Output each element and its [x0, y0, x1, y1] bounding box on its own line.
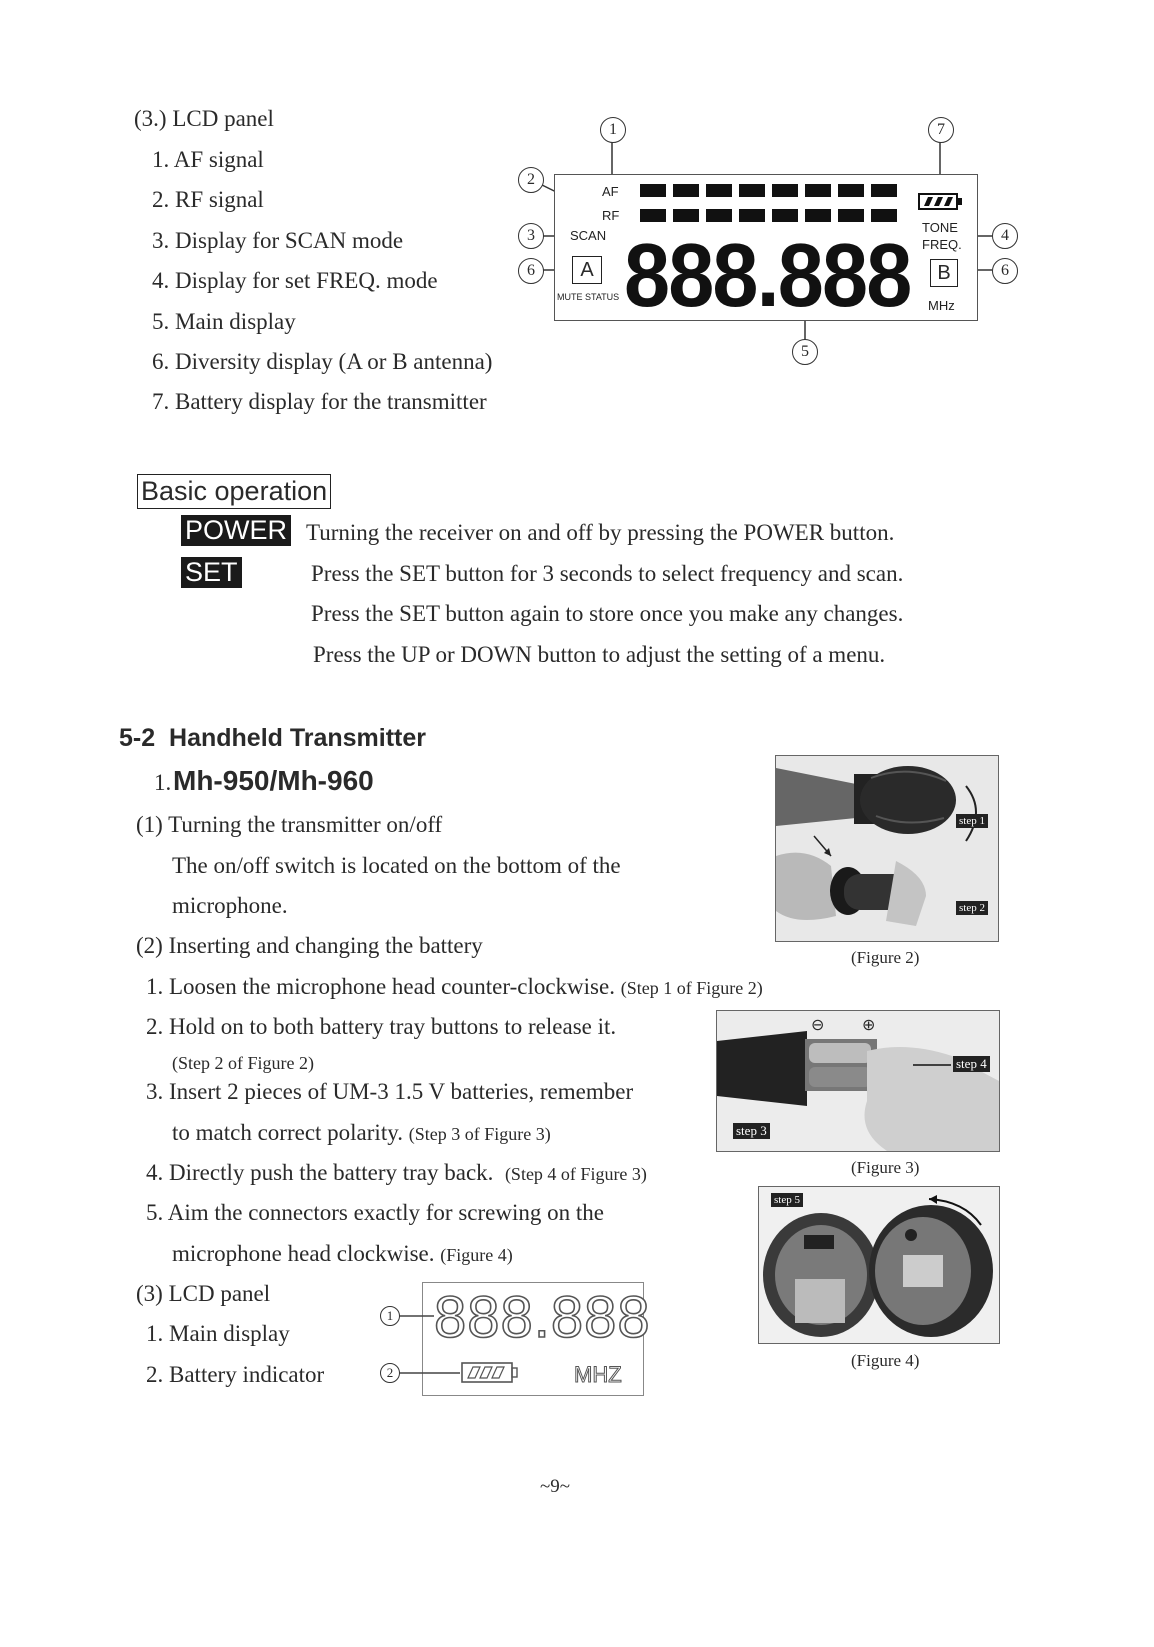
basic-operation-title: Basic operation [137, 474, 331, 509]
paragraph-heading: (1) Turning the transmitter on/off [136, 812, 443, 837]
callout-4: 4 [992, 223, 1018, 249]
paragraph-line: 2. Battery indicator [146, 1362, 325, 1387]
main-display-digits: 888.888 [624, 226, 911, 326]
mhz-label: MHz [928, 298, 955, 313]
lcd-item: 4. Display for set FREQ. mode [152, 268, 438, 293]
paragraph-heading: (2) Inserting and changing the battery [136, 933, 483, 958]
antenna-b-indicator: B [930, 259, 958, 287]
figure-4-photo [758, 1186, 1000, 1344]
small-mhz-label: MHZ [574, 1362, 622, 1387]
set-description: Press the UP or DOWN button to adjust the setting of a menu. [313, 642, 886, 667]
model-title: Mh-950/Mh-960 [173, 765, 374, 796]
lcd-item: 1. AF signal [152, 147, 264, 172]
rf-label: RF [602, 208, 620, 223]
scan-label: SCAN [570, 228, 607, 243]
power-key-label: POWER [181, 515, 291, 546]
af-label: AF [602, 184, 619, 199]
page-number: ~9~ [540, 1476, 571, 1497]
lcd-item: 7. Battery display for the transmitter [152, 389, 487, 414]
callout-6-left: 6 [518, 258, 544, 284]
tone-label: TONE [922, 220, 958, 235]
step-1-tag: step 1 [956, 814, 988, 828]
step-text: 2. Hold on to both battery tray buttons to release it. [146, 1014, 617, 1039]
set-description: Press the SET button again to store once you make any changes. [311, 601, 904, 626]
lcd-heading: (3.) LCD panel [134, 106, 274, 131]
paragraph-heading: (3) LCD panel [136, 1281, 271, 1306]
freq-label: FREQ. [922, 237, 962, 252]
step-text: microphone head clockwise. (Figure 4) [172, 1241, 513, 1266]
step-5-tag: step 5 [771, 1193, 803, 1207]
set-description: Press the SET button for 3 seconds to select frequency and scan. [311, 561, 904, 586]
plus-polarity-icon: ⊕ [862, 1017, 876, 1034]
step-text: 4. Directly push the battery tray back. (Step 4 of Figure 3) [146, 1160, 647, 1185]
callout-2: 2 [518, 167, 544, 193]
small-callout-1: 1 [380, 1306, 400, 1326]
minus-polarity-icon: ⊖ [811, 1017, 825, 1034]
step-2-tag: step 2 [956, 901, 988, 915]
figure-2-caption: (Figure 2) [851, 948, 920, 967]
section-title: 5-2 Handheld Transmitter [119, 724, 427, 752]
paragraph-line: The on/off switch is located on the bottom of the [172, 853, 621, 878]
figure-3-photo [716, 1010, 1000, 1152]
paragraph-line: microphone. [172, 893, 288, 918]
lcd-item: 6. Diversity display (A or B antenna) [152, 349, 493, 374]
figure-3-caption: (Figure 3) [851, 1158, 920, 1177]
step-text: 3. Insert 2 pieces of UM-3 1.5 V batteries, remember [146, 1079, 634, 1104]
mute-status-label: MUTE STATUS [557, 292, 620, 302]
transmitter-lcd-diagram [378, 1280, 651, 1402]
battery-icon [918, 192, 964, 212]
lcd-item: 5. Main display [152, 309, 296, 334]
antenna-a-indicator: A [572, 256, 602, 284]
paragraph-line: 1. Main display [146, 1321, 290, 1346]
callout-3: 3 [518, 223, 544, 249]
step-ref: (Step 2 of Figure 2) [172, 1053, 314, 1073]
step-4-tag: step 4 [953, 1056, 990, 1072]
figure-4-caption: (Figure 4) [851, 1351, 920, 1370]
set-key-label: SET [181, 557, 242, 588]
callout-5: 5 [792, 339, 818, 365]
small-battery-icon [460, 1360, 520, 1386]
model-number: 1. [154, 770, 172, 795]
callout-1: 1 [600, 117, 626, 143]
callout-6-right: 6 [992, 258, 1018, 284]
step-3-tag: step 3 [733, 1123, 770, 1139]
step-text: 1. Loosen the microphone head counter-clockwise. (Step 1 of Figure 2) [146, 974, 763, 999]
lcd-item: 2. RF signal [152, 187, 264, 212]
lcd-item: 3. Display for SCAN mode [152, 228, 404, 253]
step-text: to match correct polarity. (Step 3 of Figure 3) [172, 1120, 551, 1145]
step-text: 5. Aim the connectors exactly for screwing on the [146, 1200, 604, 1225]
small-callout-2: 2 [380, 1363, 400, 1383]
connector-alignment-illustration [759, 1187, 999, 1343]
power-description: Turning the receiver on and off by pressing the POWER button. [306, 520, 895, 545]
figure-2-photo [775, 755, 999, 942]
small-main-display: 888.888 [434, 1285, 651, 1350]
receiver-lcd-diagram [500, 112, 1030, 372]
callout-7: 7 [928, 117, 954, 143]
